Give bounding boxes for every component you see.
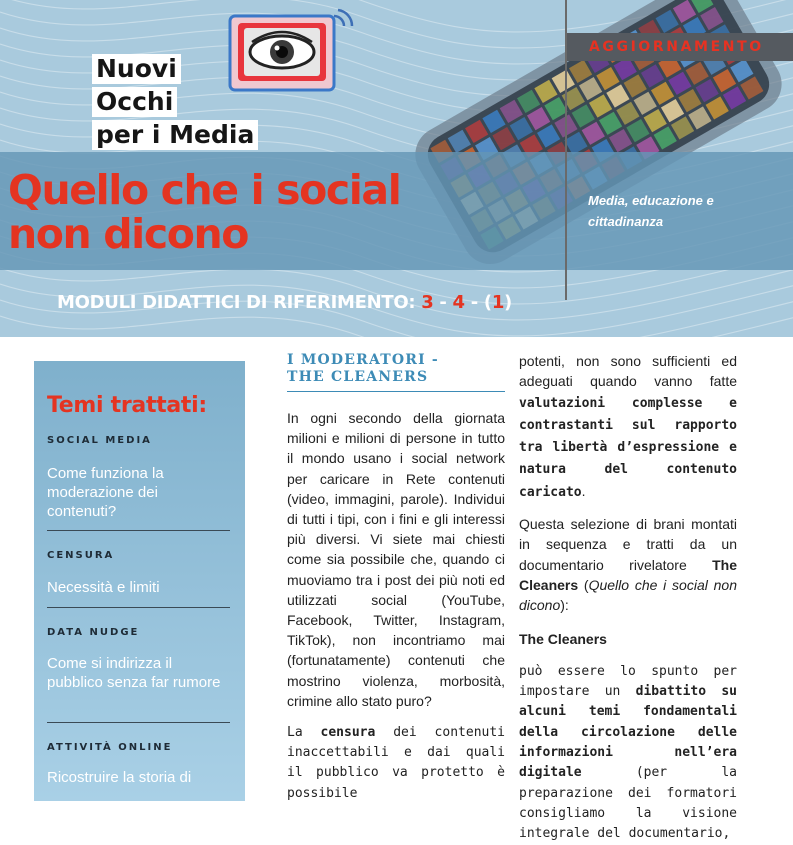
sidebar-divider (47, 607, 230, 608)
category-data-nudge: DATA NUDGE (47, 627, 140, 638)
paragraph-valutazioni (519, 351, 737, 503)
paragraph-dibattito (519, 662, 737, 845)
text-run: dei contenuti inaccettabili e dai quali il pubblico va protetto è possibile (287, 725, 505, 801)
moduli-label: MODULI DIDATTICI DI RIFERIMENTO: (57, 292, 422, 313)
topic-pubblico: Come si indirizza il pubblico senza far rumore (47, 655, 221, 691)
text-run: ): (560, 597, 569, 614)
bold-run: censura (320, 725, 376, 741)
category-attivita-online: ATTIVITÀ ONLINE (47, 742, 173, 753)
text-run: La (287, 725, 321, 741)
text-run: . (581, 482, 586, 499)
topic-moderazione: Come funziona la moderazione dei contenuti? (47, 465, 164, 520)
italic-run: Quello che i social non dicono (519, 576, 737, 614)
section-rule (287, 391, 505, 392)
logo-line-1: Nuovi (92, 54, 181, 84)
modulo-3: 3 (421, 292, 434, 313)
section-heading-line-2: THE CLEANERS (287, 369, 429, 385)
modulo-1: 1 (491, 292, 505, 313)
moduli-sep-1: - (433, 292, 453, 313)
title-line-2: non dicono (8, 210, 249, 258)
paragraph-intro: In ogni secondo della giornata milioni e milioni di persone in tutto il mondo usano i social network per caricare in Rete contenuti (video, immagini, parole). Individui di tutti i tipi, con i fini e gli interessi più diversi. Vi siete mai chiesti come sia possibile che, quando ci muoviamo tra i post dei più noti ed utilizzati social (YouTube, Facebook, Twitter, Instagram, TikTok), non incontriamo mai (fortunatamente) contenuti che mostrino violenza, morbosità, crimine allo stato puro? (287, 410, 505, 709)
moduli-line (57, 292, 512, 313)
section-heading-line-1: I MODERATORI - (287, 352, 439, 368)
page-title (8, 168, 400, 256)
bold-run: The Cleaners (519, 556, 737, 593)
category-censura: CENSURA (47, 550, 115, 561)
moduli-sep-2: - ( (464, 292, 492, 313)
moduli-close: ) (504, 292, 512, 313)
subheading-the-cleaners: The Cleaners (519, 630, 607, 647)
bold-run: dibattito su alcuni temi fondamentali della circolazione delle informazioni nell’era digitale (519, 684, 738, 781)
article-column-1 (287, 352, 505, 804)
text-run: può essere lo spunto per impostare un (519, 663, 737, 700)
text-run: ( (578, 576, 589, 593)
sidebar-divider (47, 530, 230, 531)
article-column-2 (519, 351, 737, 845)
sidebar-divider (47, 722, 230, 723)
section-heading (287, 352, 505, 386)
text-run: (per la preparazione dei formatori consigliamo la visione integrale del documentario, (519, 765, 737, 842)
update-tag: AGGIORNAMENTO (567, 33, 793, 61)
modulo-4: 4 (452, 292, 465, 313)
category-social-media: SOCIAL MEDIA (47, 435, 152, 446)
wave-line (0, 316, 793, 337)
bold-run: valutazioni complesse e contrastanti sul rapporto tra libertà d’espressione e natura del contenuto caricato (519, 395, 737, 500)
topics-sidebar (34, 361, 245, 801)
paragraph-censura (287, 723, 505, 804)
tv-eye-icon (226, 8, 354, 96)
topic-necessita: Necessità e limiti (47, 579, 160, 596)
logo-line-3: per i Media (92, 120, 258, 150)
paragraph-selezione (519, 514, 737, 615)
text-run: Questa selezione di brani montati in sequenza e tratti da un documentario rivelatore (519, 516, 737, 573)
logo-line-2: Occhi (92, 87, 177, 117)
sidebar-title: Temi trattati: (47, 393, 207, 418)
topic-storia: Ricostruire la storia di (47, 769, 192, 786)
title-line-1: Quello che i social (8, 166, 401, 214)
subtitle: Media, educazione e cittadinanza (588, 193, 714, 229)
header-banner (0, 0, 793, 337)
text-run: potenti, non sono sufficienti ed adeguati quando vanno fatte (519, 353, 737, 390)
